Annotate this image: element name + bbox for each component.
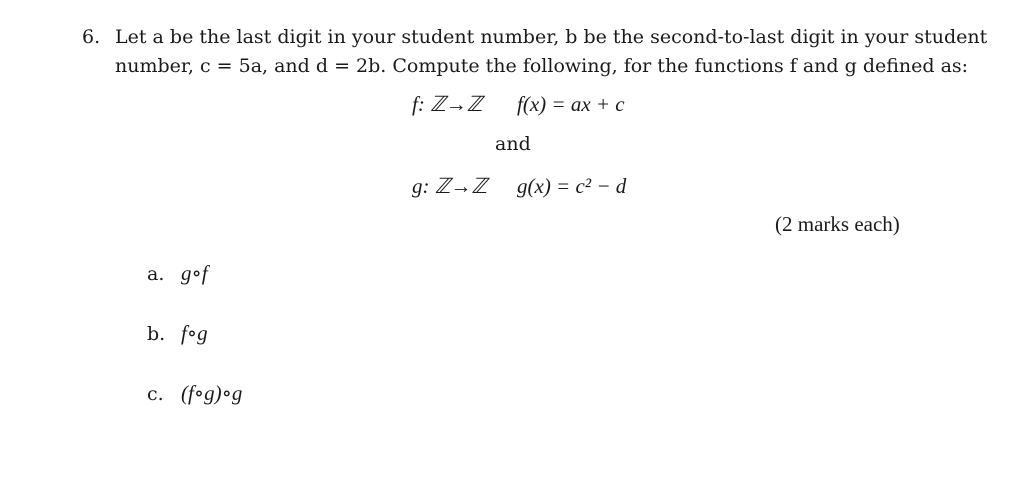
f-definition: f(x) = ax + c — [517, 92, 625, 116]
g-mapping: g: ℤ→ℤ — [412, 174, 488, 198]
part-a-expression: g∘f — [181, 261, 208, 285]
and-connector: and — [495, 133, 531, 155]
marks-note: (2 marks each) — [775, 212, 900, 236]
question-number: 6. — [82, 26, 101, 48]
part-a-label: a. — [147, 263, 165, 285]
part-b-label: b. — [147, 323, 166, 345]
question-text-line-1: Let a be the last digit in your student number, b be the second-to-last digit in your student — [115, 26, 988, 48]
part-b-expression: f∘g — [181, 321, 208, 345]
f-mapping: f: ℤ→ℤ — [412, 92, 483, 116]
question-text-line-2: number, c = 5a, and d = 2b. Compute the following, for the functions f and g defined as: — [115, 55, 969, 77]
part-c-expression: (f∘g)∘g — [181, 381, 243, 405]
g-definition: g(x) = c² − d — [517, 174, 627, 198]
part-c-label: c. — [147, 383, 164, 405]
